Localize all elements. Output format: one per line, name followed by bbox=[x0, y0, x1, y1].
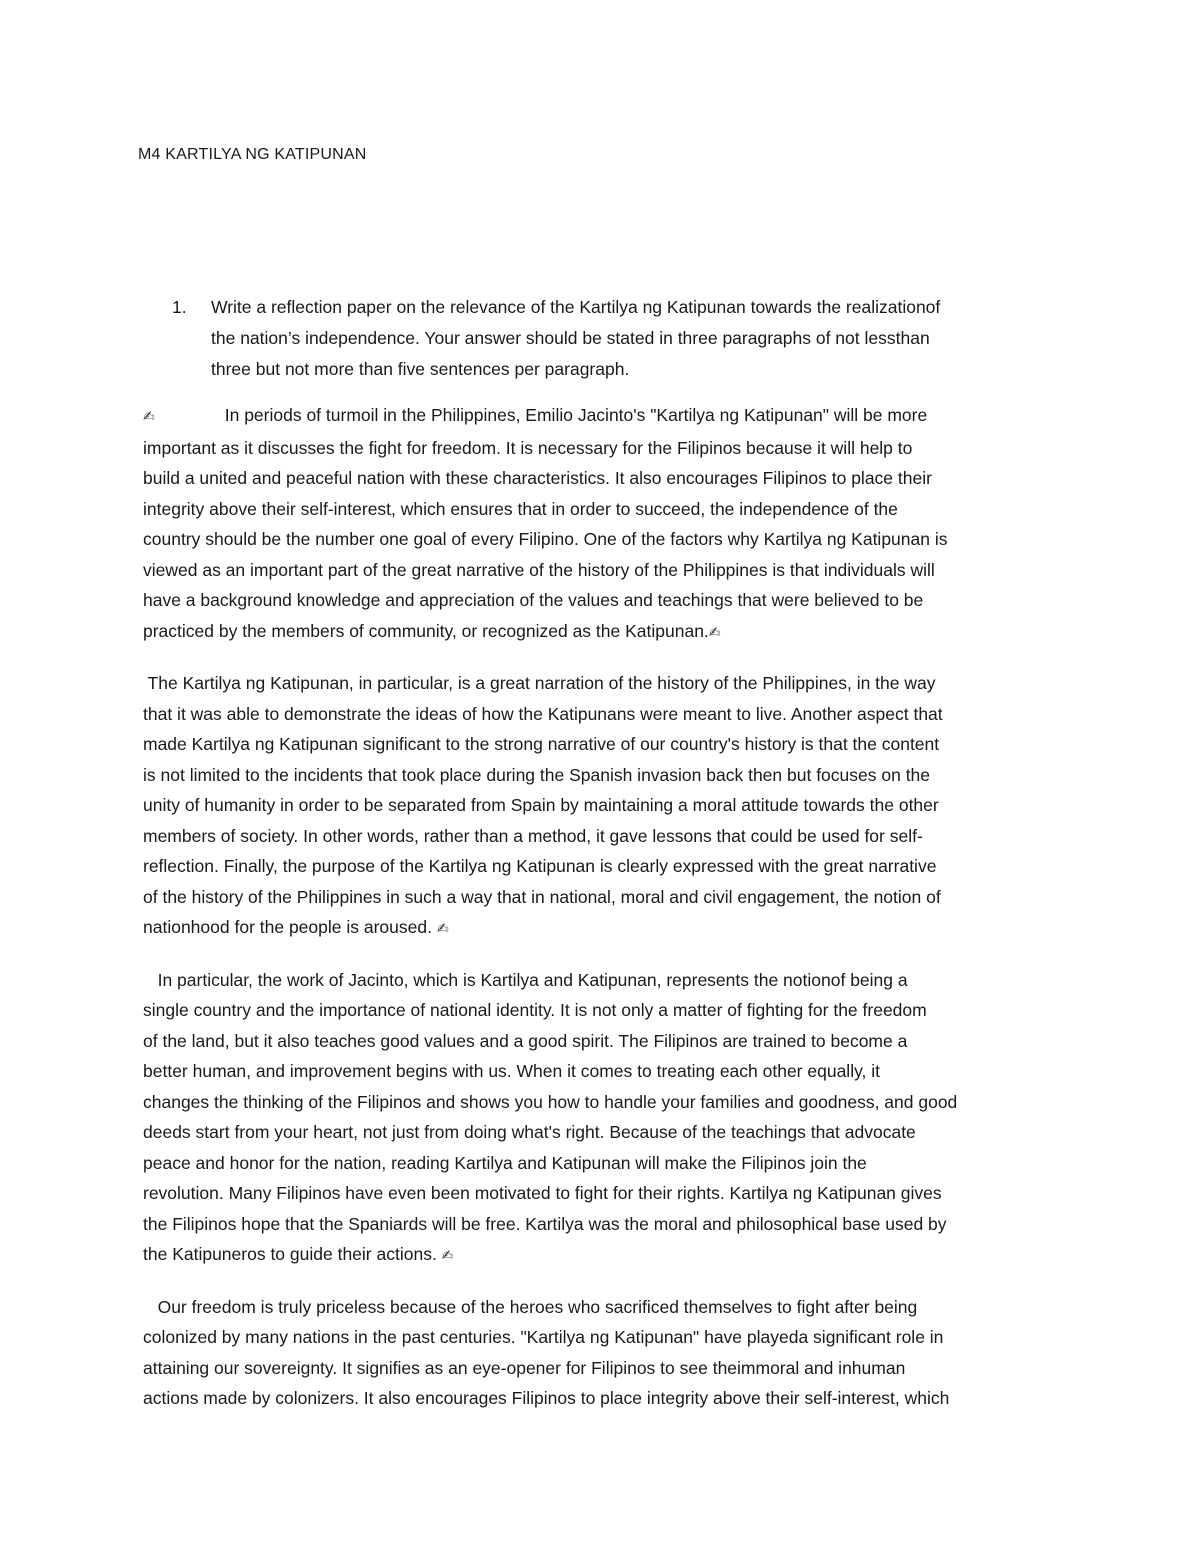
answer-paragraph-2 bbox=[143, 668, 1058, 945]
paragraph-line: colonized by many nations in the past centuries. "Kartilya ng Katipunan" have playeda significant role in bbox=[143, 1327, 944, 1347]
question-line: the nation’s independence. Your answer should be stated in three paragraphs of not lessthan bbox=[211, 328, 930, 348]
answer-paragraph-4 bbox=[143, 1292, 1058, 1414]
paragraph-line: important as it discusses the fight for freedom. It is necessary for the Filipinos because it will help to bbox=[143, 437, 913, 458]
writing-hand-icon: ✍ bbox=[441, 1248, 454, 1264]
paragraph-line: have a background knowledge and appreciation of the values and teachings that were believed to be bbox=[143, 590, 924, 610]
paragraph-line: actions made by colonizers. It also encourages Filipinos to place integrity above their self-interest, which bbox=[143, 1388, 950, 1408]
paragraph-line: of the land, but it also teaches good values and a good spirit. The Filipinos are trained to become a bbox=[143, 1030, 908, 1051]
writing-hand-icon: ✍ bbox=[708, 624, 721, 641]
paragraph-line: better human, and improvement begins with us. When it comes to treating each other equally, it bbox=[143, 1061, 881, 1081]
answer-paragraph-1 bbox=[143, 400, 1058, 648]
question-number: 1. bbox=[172, 297, 187, 317]
writing-hand-icon: ✍ bbox=[143, 409, 155, 425]
paragraph-line: practiced by the members of community, or recognized as the Katipunan.✍ bbox=[143, 616, 1058, 649]
paragraph-line: single country and the importance of national identity. It is not only a matter of fighting for the freedom bbox=[143, 1000, 927, 1020]
question-item bbox=[172, 292, 1052, 385]
paragraph-line: attaining our sovereignty. It signifies as an eye-opener for Filipinos to see theimmoral and inhuman bbox=[143, 1357, 906, 1378]
paragraph-line: the Filipinos hope that the Spaniards will be free. Kartilya was the moral and philosophical base used by bbox=[143, 1213, 947, 1234]
paragraph-line: deeds start from your heart, not just from doing what's right. Because of the teachings that advocate bbox=[143, 1122, 916, 1142]
paragraph-line: ✍ In periods of turmoil in the Philippines, Emilio Jacinto's "Kartilya ng Katipunan" will be more bbox=[143, 400, 1058, 433]
paragraph-line: nationhood for the people is aroused. ✍ bbox=[143, 912, 1058, 945]
paragraph-line: peace and honor for the nation, reading Kartilya and Katipunan will make the Filipinos join the bbox=[143, 1152, 867, 1173]
paragraph-line: viewed as an important part of the great narrative of the history of the Philippines is that individuals will bbox=[143, 559, 935, 580]
document-title: M4 KARTILYA NG KATIPUNAN bbox=[138, 146, 367, 163]
paragraph-line: country should be the number one goal of every Filipino. One of the factors why Kartilya ng Katipunan is bbox=[143, 529, 948, 549]
writing-hand-icon: ✍ bbox=[436, 921, 449, 937]
paragraph-line: members of society. In other words, rather than a method, it gave lessons that could be used for self- bbox=[143, 825, 923, 846]
paragraph-line: Our freedom is truly priceless because of the heroes who sacrificed themselves to fight after being bbox=[143, 1296, 918, 1317]
paragraph-line: reflection. Finally, the purpose of the Kartilya ng Katipunan is clearly expressed with the great narrative bbox=[143, 856, 937, 876]
question-line: Write a reflection paper on the relevance of the Kartilya ng Katipunan towards the realizationof bbox=[211, 297, 941, 317]
paragraph-line: is not limited to the incidents that took place during the Spanish invasion back then but focuses on the bbox=[143, 764, 931, 785]
paragraph-line: the Katipuneros to guide their actions. ✍ bbox=[143, 1239, 1058, 1272]
answer-paragraph-3 bbox=[143, 965, 1058, 1272]
paragraph-line: revolution. Many Filipinos have even been motivated to fight for their rights. Kartilya ng Katipunan gives bbox=[143, 1183, 942, 1203]
question-line: three but not more than five sentences per paragraph. bbox=[211, 359, 630, 379]
paragraph-line: In particular, the work of Jacinto, which is Kartilya and Katipunan, represents the notionof being a bbox=[143, 969, 908, 990]
paragraph-line: The Kartilya ng Katipunan, in particular, is a great narration of the history of the Philippines, in the way bbox=[143, 673, 936, 693]
paragraph-line: build a united and peaceful nation with these characteristics. It also encourages Filipinos to place their bbox=[143, 468, 932, 488]
paragraph-line: changes the thinking of the Filipinos and shows you how to handle your families and goodness, and good bbox=[143, 1091, 958, 1112]
paragraph-line: that it was able to demonstrate the ideas of how the Katipunans were meant to live. Another aspect that bbox=[143, 703, 943, 724]
paragraph-line: integrity above their self-interest, which ensures that in order to succeed, the independence of the bbox=[143, 498, 898, 519]
paragraph-line: unity of humanity in order to be separated from Spain by maintaining a moral attitude towards the other bbox=[143, 795, 939, 815]
paragraph-line: of the history of the Philippines in such a way that in national, moral and civil engagement, the notion of bbox=[143, 886, 941, 907]
paragraph-line: made Kartilya ng Katipunan significant to the strong narrative of our country's history is that the content bbox=[143, 734, 940, 754]
answer-body bbox=[143, 400, 1058, 1434]
